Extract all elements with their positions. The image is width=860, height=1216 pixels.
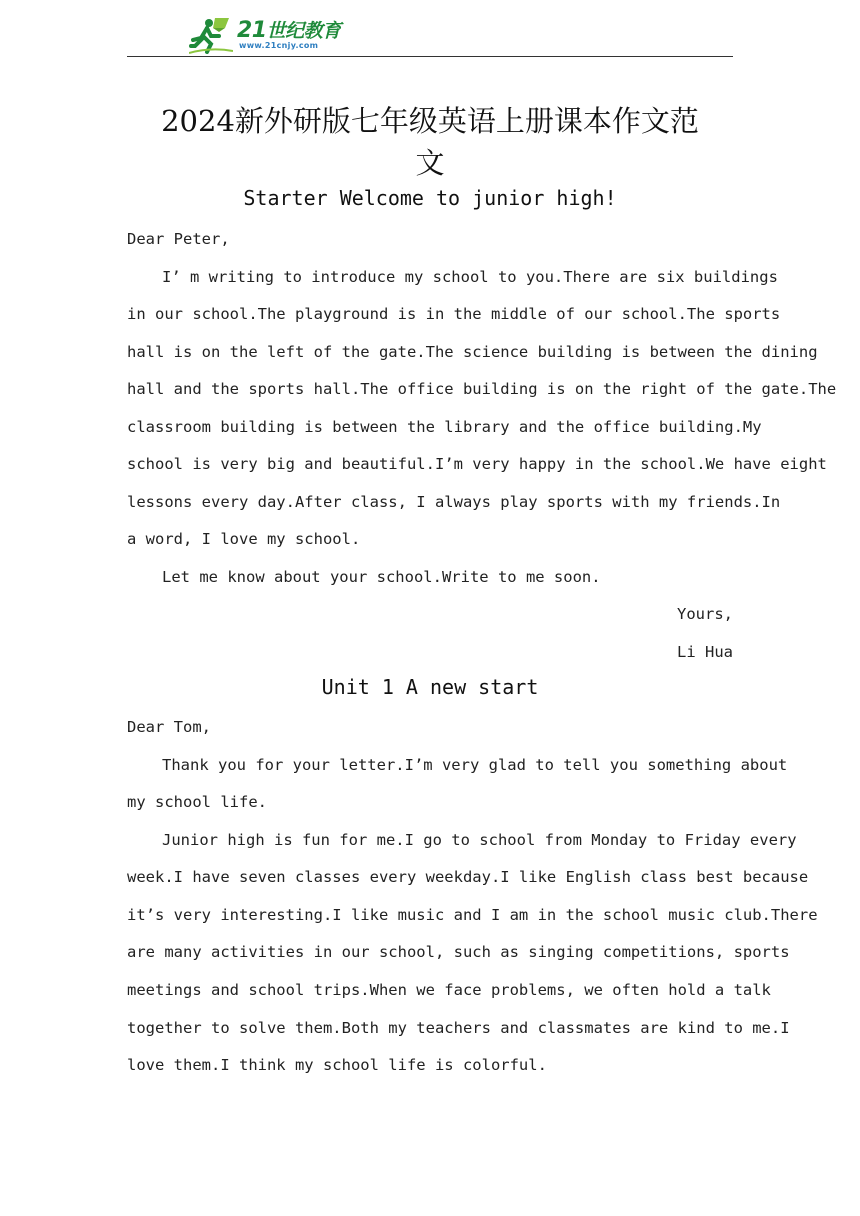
essay-1-line: Let me know about your school.Write to me soon.: [162, 568, 601, 586]
essay-1-line: in our school.The playground is in the middle of our school.The sports: [127, 305, 781, 323]
essay-1-line: lessons every day.After class, I always play sports with my friends.In: [127, 493, 781, 511]
essay-1-line: a word, I love my school.: [127, 530, 361, 548]
essay-1-title: Starter Welcome to junior high!: [243, 186, 617, 210]
essay-2-line: together to solve them.Both my teachers and classmates are kind to me.I: [127, 1019, 790, 1037]
runner-logo-icon: [189, 16, 233, 54]
document-title: [127, 100, 733, 184]
essay-2-line: meetings and school trips.When we face problems, we often hold a talk: [127, 981, 771, 999]
essay-1-line: hall and the sports hall.The office building is on the right of the gate.The: [127, 380, 837, 398]
essay-1-closing: Yours,: [677, 605, 733, 623]
essay-2-line: Junior high is fun for me.I go to school from Monday to Friday every: [162, 831, 797, 849]
essay-2-title: Unit 1 A new start: [321, 675, 539, 699]
essay-2-line: love them.I think my school life is colorful.: [127, 1056, 547, 1074]
essay-2-line: week.I have seven classes every weekday.I like English class best because: [127, 868, 809, 886]
essay-2-line: it’s very interesting.I like music and I am in the school music club.There: [127, 906, 818, 924]
document-title-line-1: 2024新外研版七年级英语上册课本作文范: [161, 104, 699, 138]
essay-1-salutation: Dear Peter,: [127, 230, 230, 248]
essay-2-line: Thank you for your letter.I’m very glad to tell you something about: [162, 756, 788, 774]
essay-2-line: my school life.: [127, 793, 267, 811]
essay-1-line: classroom building is between the library and the office building.My: [127, 418, 762, 436]
page-header: [127, 12, 733, 57]
essay-1-line: school is very big and beautiful.I’m very happy in the school.We have eight: [127, 455, 827, 473]
brand-logo: [189, 14, 355, 54]
essay-1-signature: Li Hua: [677, 643, 733, 661]
essay-2-salutation: Dear Tom,: [127, 718, 211, 736]
logo-wordmark: 21世纪教育: [237, 18, 341, 43]
logo-url: www.21cnjy.com: [239, 41, 319, 50]
document-title-line-2: 文: [415, 146, 445, 180]
essay-1-line: I’ m writing to introduce my school to you.There are six buildings: [162, 268, 778, 286]
essay-2-line: are many activities in our school, such as singing competitions, sports: [127, 943, 790, 961]
essay-1-line: hall is on the left of the gate.The science building is between the dining: [127, 343, 818, 361]
